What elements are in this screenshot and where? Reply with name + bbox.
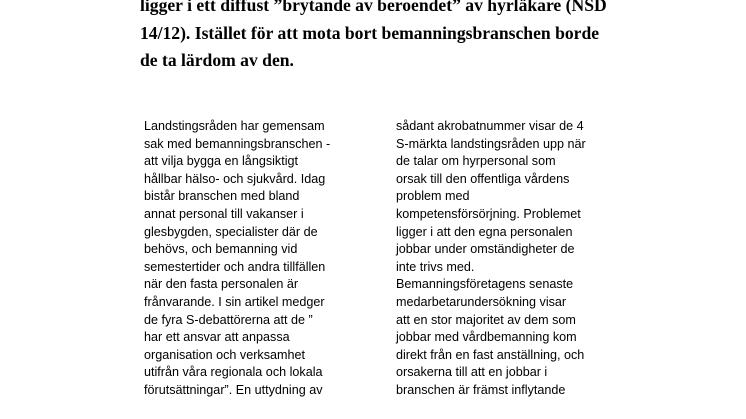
body-line: organisation och verksamhet xyxy=(144,347,306,362)
body-line: Bemanningsföretagens senaste xyxy=(396,277,574,292)
lead-line: 14/12). Istället för att mota bort bemanningsbranschen borde xyxy=(140,22,600,43)
body-line: glesbygden, specialister där de xyxy=(144,224,318,239)
body-line: frånvarande. I sin artikel medger xyxy=(144,294,325,309)
body-line: de fyra S-debattörerna att de ” xyxy=(144,312,313,327)
body-line: orsakerna till att en jobbar i xyxy=(396,365,548,380)
body-line: kompetensförsörjning. Problemet xyxy=(396,206,581,221)
body-line: jobbar med vårdbemanning kom xyxy=(396,330,577,345)
body-line: att en stor majoritet av dem som xyxy=(396,312,576,327)
body-column-left xyxy=(144,118,369,400)
body-line: behövs, och bemanning vid xyxy=(144,242,298,257)
body-line: branschen är främst inflytande xyxy=(396,382,566,397)
body-line: förutsättningar”. En uttydning av xyxy=(144,382,323,397)
body-line: har ett ansvar att anpassa xyxy=(144,330,290,345)
lead-line: de ta lärdom av den. xyxy=(140,50,294,70)
body-line: när den fasta personalen är xyxy=(144,277,299,292)
body-line: jobbar under omständigheter de xyxy=(396,242,575,257)
body-line: sak med bemanningsbranschen - xyxy=(144,136,331,151)
body-line: att vilja bygga en långsiktigt xyxy=(144,154,299,169)
body-line: semestertider och andra tillfällen xyxy=(144,259,326,274)
body-line: bistår branschen med bland xyxy=(144,189,300,204)
body-line: S-märkta landstingsråden upp när xyxy=(396,136,586,151)
body-line: Landstingsråden har gemensam xyxy=(144,119,325,133)
lead-paragraph xyxy=(140,0,620,75)
body-line: direkt från en fast anställning, och xyxy=(396,347,585,362)
body-line: utifrån våra regionala och lokala xyxy=(144,365,323,380)
body-line: de talar om hyrpersonal som xyxy=(396,154,556,169)
lead-line: ligger i ett diffust ”brytande av beroendet” av hyrläkare (NSD xyxy=(140,0,607,15)
body-line: problem med xyxy=(396,189,470,204)
body-column-right xyxy=(396,118,621,400)
body-line: ligger i att den egna personalen xyxy=(396,224,573,239)
body-line: annat personal till vakanser i xyxy=(144,206,304,221)
body-line: orsak till den offentliga vårdens xyxy=(396,171,570,186)
body-line: sådant akrobatnummer visar de 4 xyxy=(396,119,584,133)
body-line: hållbar hälso- och sjukvård. Idag xyxy=(144,171,326,186)
body-line: medarbetarundersökning visar xyxy=(396,294,567,309)
body-line: inte trivs med. xyxy=(396,259,475,274)
